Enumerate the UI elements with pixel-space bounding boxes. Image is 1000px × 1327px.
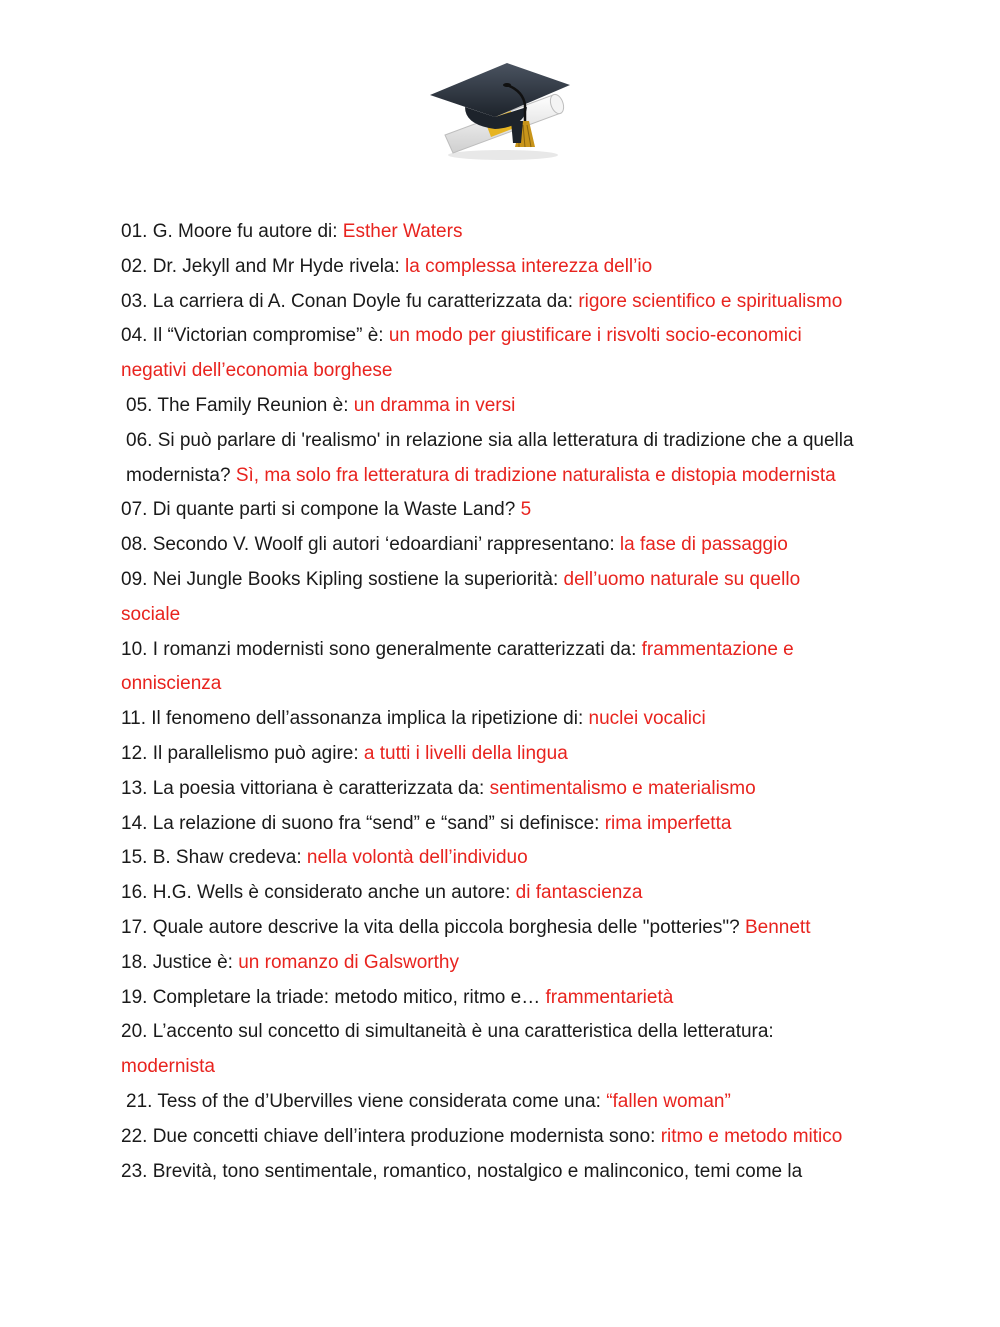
quiz-answer-list <box>121 215 861 1189</box>
list-item <box>121 424 861 494</box>
question-text: 11. Il fenomeno dell’assonanza implica la ripetizione di: <box>121 708 589 730</box>
answer-text: nella volontà dell’individuo <box>306 847 528 869</box>
list-item <box>121 876 861 911</box>
answer-text: un romanzo di Galsworthy <box>238 951 459 973</box>
answer-text: nuclei vocalici <box>588 708 706 730</box>
answer-text: sentimentalismo e materialismo <box>489 777 756 799</box>
question-text: 03. La carriera di A. Conan Doyle fu caratterizzata da: <box>121 290 579 312</box>
list-item <box>121 702 861 737</box>
list-item <box>121 841 861 876</box>
answer-text: “fallen woman” <box>606 1090 731 1112</box>
question-text: 19. Completare la triade: metodo mitico, ritmo e… <box>121 986 546 1008</box>
list-item <box>121 528 861 563</box>
answer-text: dell’uomo naturale su quello sociale <box>121 568 801 625</box>
list-item <box>121 285 861 320</box>
list-item <box>121 1155 861 1190</box>
list-item <box>121 1120 861 1155</box>
answer-text: un modo per giustificare i risvolti socio-economici negativi dell’economia borghese <box>121 325 802 382</box>
answer-text: frammentarietà <box>545 986 674 1008</box>
answer-text: ritmo e metodo mitico <box>660 1125 843 1147</box>
question-text: 21. Tess of the d’Ubervilles viene considerata come una: <box>126 1090 607 1112</box>
list-item <box>121 319 861 389</box>
list-item <box>121 807 861 842</box>
list-item <box>121 389 861 424</box>
answer-text: rima imperfetta <box>604 812 732 834</box>
list-item <box>121 215 861 250</box>
question-text: 16. H.G. Wells è considerato anche un autore: <box>121 882 516 904</box>
answer-text: Bennett <box>744 916 811 938</box>
question-text: 06. Si può parlare di 'realismo' in relazione sia alla letteratura di tradizione che a quella modernista? <box>126 429 854 486</box>
question-text: 14. La relazione di suono fra “send” e “sand” si definisce: <box>121 812 605 834</box>
answer-text: 5 <box>520 499 532 521</box>
question-text: 12. Il parallelismo può agire: <box>121 742 364 764</box>
question-text: 17. Quale autore descrive la vita della piccola borghesia delle "potteries"? <box>121 916 745 938</box>
question-text: 02. Dr. Jekyll and Mr Hyde rivela: <box>121 255 406 277</box>
question-text: 15. B. Shaw credeva: <box>121 847 307 869</box>
list-item <box>121 911 861 946</box>
answer-text: di fantascienza <box>515 882 643 904</box>
answer-text: rigore scientifico e spiritualismo <box>578 290 843 312</box>
list-item <box>121 250 861 285</box>
answer-text: modernista <box>121 1056 215 1078</box>
list-item <box>121 493 861 528</box>
answer-text: un dramma in versi <box>353 394 516 416</box>
question-text: 20. L’accento sul concetto di simultaneità è una caratteristica della letteratura: <box>121 1021 774 1043</box>
list-item <box>121 1015 861 1085</box>
question-text: 04. Il “Victorian compromise” è: <box>121 325 389 347</box>
answer-text: a tutti i livelli della lingua <box>363 742 568 764</box>
question-text: 07. Di quante parti si compone la Waste Land? <box>121 499 521 521</box>
list-item <box>121 737 861 772</box>
list-item <box>121 772 861 807</box>
question-text: 10. I romanzi modernisti sono generalmente caratterizzati da: <box>121 638 642 660</box>
list-item <box>121 1085 861 1120</box>
question-text: 09. Nei Jungle Books Kipling sostiene la superiorità: <box>121 568 564 590</box>
answer-text: la fase di passaggio <box>619 534 788 556</box>
answer-text: Esther Waters <box>342 221 463 242</box>
question-text: 08. Secondo V. Woolf gli autori ‘edoardiani’ rappresentano: <box>121 534 620 556</box>
graduation-cap-diploma-icon <box>425 55 575 165</box>
list-item <box>121 633 861 703</box>
answer-text: Sì, ma solo fra letteratura di tradizione naturalista e distopia modernista <box>235 464 836 486</box>
answer-text: frammentazione e onniscienza <box>121 638 794 695</box>
list-item <box>121 946 861 981</box>
question-text: 22. Due concetti chiave dell’intera produzione modernista sono: <box>121 1125 661 1147</box>
question-text: 05. The Family Reunion è: <box>126 394 354 416</box>
answer-text: la complessa interezza dell’io <box>405 255 653 277</box>
question-text: 23. Brevità, tono sentimentale, romantico, nostalgico e malinconico, temi come la <box>121 1160 803 1182</box>
list-item <box>121 563 861 633</box>
question-text: 18. Justice è: <box>121 951 239 973</box>
question-text: 13. La poesia vittoriana è caratterizzata da: <box>121 777 490 799</box>
list-item <box>121 981 861 1016</box>
question-text: 01. G. Moore fu autore di: <box>121 221 343 242</box>
